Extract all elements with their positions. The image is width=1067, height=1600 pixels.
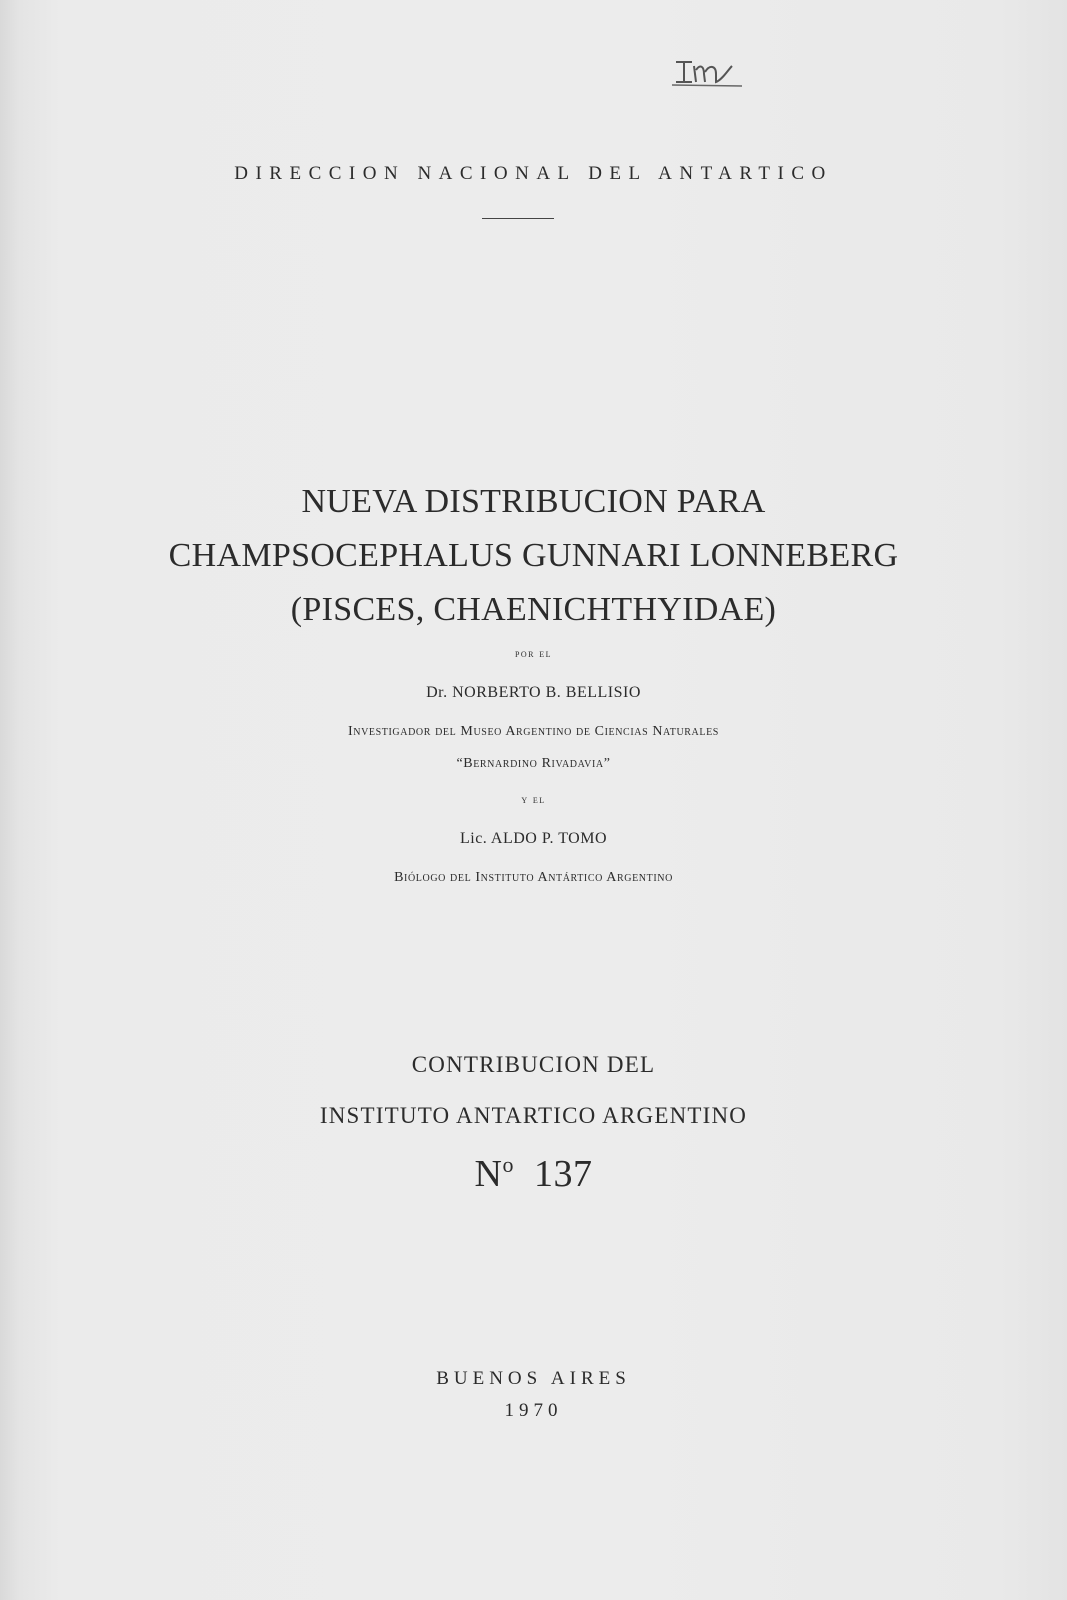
series-line-2: INSTITUTO ANTARTICO ARGENTINO	[319, 1103, 748, 1128]
imprint-city: BUENOS AIRES	[436, 1368, 631, 1389]
series-number	[0, 1152, 1067, 1196]
author-1-affiliation-museum: “Bernardino Rivadavia”	[456, 756, 611, 771]
number-superscript: o	[502, 1152, 514, 1177]
title-line-2: CHAMPSOCEPHALUS GUNNARI LONNEBERG	[168, 537, 899, 574]
series-line-1: CONTRIBUCION DEL	[411, 1052, 656, 1077]
agency-header: DIRECCION NACIONAL DEL ANTARTICO	[234, 163, 833, 184]
number-value: 137	[533, 1153, 593, 1195]
number-prefix: N	[474, 1153, 503, 1195]
title-line-1: NUEVA DISTRIBUCION PARA	[301, 483, 766, 520]
author-1-name: Dr. NORBERTO B. BELLISIO	[426, 684, 641, 701]
author-1-affiliation: Investigador del Museo Argentino de Ciencias Naturales	[348, 724, 719, 739]
header-divider	[482, 218, 554, 219]
author-2-affiliation: Biólogo del Instituto Antártico Argentino	[394, 870, 673, 885]
por-el-label: por el	[514, 648, 553, 660]
handwritten-annotation	[670, 52, 750, 92]
imprint-year: 1970	[504, 1400, 563, 1421]
author-2-name: Lic. ALDO P. TOMO	[459, 830, 608, 847]
title-line-3: (PISCES, CHAENICHTHYIDAE)	[290, 591, 777, 628]
y-el-label: y el	[521, 794, 546, 806]
